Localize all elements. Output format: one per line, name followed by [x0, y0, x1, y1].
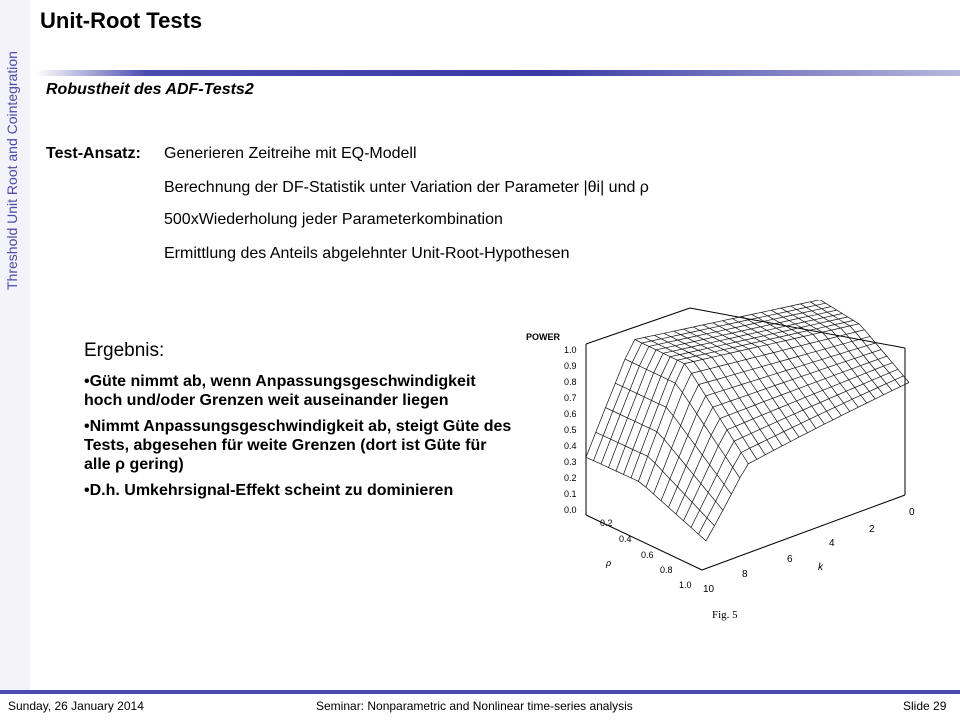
k-label: k — [818, 562, 823, 573]
approach-step: Generieren Zeitreihe mit EQ-Modell — [164, 145, 417, 162]
k-tick: 4 — [829, 538, 835, 549]
rho-tick: 0.4 — [619, 534, 632, 544]
footer-date: Sunday, 26 January 2014 — [8, 699, 144, 713]
mesh-line — [639, 324, 859, 482]
figure-caption: Fig. 5 — [712, 609, 738, 621]
k-tick: 6 — [787, 554, 793, 565]
mesh-line — [706, 383, 909, 541]
k-tick: 10 — [703, 584, 715, 595]
result-heading: Ergebnis: — [84, 340, 165, 361]
approach-step: Berechnung der DF-Statistik unter Variation der Parameter |θi| und ρ — [164, 179, 649, 196]
mesh-line — [762, 312, 859, 407]
result-box — [84, 340, 514, 507]
mesh-line — [691, 369, 898, 527]
k-tick: 2 — [869, 524, 875, 535]
rho-tick: 0.6 — [641, 550, 654, 560]
title-divider — [36, 70, 960, 76]
z-tick: 0.1 — [564, 489, 577, 499]
z-axis-label: POWER — [526, 332, 561, 342]
z-tick: 0.6 — [564, 409, 577, 419]
k-tick: 8 — [742, 569, 748, 580]
z-tick: 0.5 — [564, 425, 577, 435]
result-bullet: •Güte nimmt ab, wenn Anpassungsgeschwindigkeit hoch und/oder Grenzen weit auseinander liegen — [84, 373, 476, 409]
z-tick: 0.4 — [564, 441, 577, 451]
mesh-line — [616, 314, 842, 472]
footer-slide-number: Slide 29 — [903, 699, 947, 713]
mesh-line — [669, 350, 882, 508]
power-surface-figure — [520, 300, 940, 630]
approach-step: 500xWiederholung jeder Parameterkombination — [164, 211, 503, 228]
mesh-line — [771, 310, 866, 403]
result-bullet: •Nimmt Anpassungsgeschwindigkeit ab, steigt Güte des Tests, abgesehen für weite Grenzen (dort ist Güte für alle ρ gering) — [84, 418, 512, 473]
approach-label: Test-Ansatz: — [46, 145, 141, 162]
surface-mesh — [586, 300, 909, 541]
k-tick: 0 — [909, 507, 915, 518]
rho-tick: 0.2 — [600, 518, 613, 528]
sidebar-label: Threshold Unit Root and Cointegration — [4, 51, 20, 290]
rho-tick: 0.8 — [660, 565, 673, 575]
result-bullet: •D.h. Umkehrsignal-Effekt scheint zu dominieren — [84, 482, 454, 499]
mesh-line — [661, 343, 876, 501]
rho-label: ρ — [606, 558, 612, 568]
z-tick: 0.9 — [564, 361, 577, 371]
k-ticks — [703, 507, 915, 595]
rho-tick: 1.0 — [679, 580, 692, 590]
approach-row — [46, 145, 141, 163]
z-ticks — [564, 345, 577, 515]
z-tick: 1.0 — [564, 345, 577, 355]
z-tick: 0.3 — [564, 457, 577, 467]
z-tick: 0.2 — [564, 473, 577, 483]
z-tick: 0.7 — [564, 393, 577, 403]
z-tick: 0.0 — [564, 505, 577, 515]
sidebar — [0, 0, 30, 690]
slide-title: Unit-Root Tests — [40, 8, 203, 33]
rho-ticks — [600, 518, 692, 590]
footer-seminar: Seminar: Nonparametric and Nonlinear time-series analysis — [316, 699, 633, 713]
footer-divider — [0, 690, 960, 694]
section-subtitle: Robustheit des ADF-Tests2 — [46, 81, 254, 98]
z-tick: 0.8 — [564, 377, 577, 387]
mesh-line — [615, 383, 731, 494]
mesh-line — [684, 363, 893, 521]
mesh-line — [586, 457, 706, 541]
mesh-line — [625, 359, 740, 478]
mesh-line — [624, 317, 848, 475]
approach-step: Ermittlung des Anteils abgelehnter Unit-Root-Hypothesen — [164, 245, 570, 262]
